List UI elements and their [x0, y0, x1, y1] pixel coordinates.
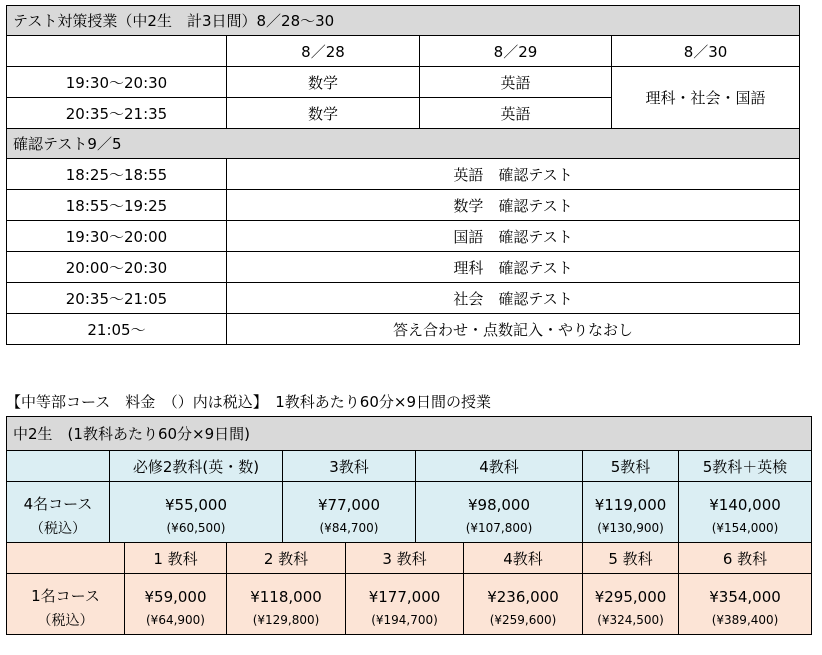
group-price: ¥55,000 [110, 482, 283, 515]
individual-plan-header: 4教科 [464, 543, 583, 574]
schedule-date-header: 8／28 [227, 36, 420, 67]
confirm-content-cell: 答え合わせ・点数記入・やりなおし [227, 314, 800, 345]
group-price: ¥77,000 [283, 482, 416, 515]
confirm-content-cell: 社会 確認テスト [227, 283, 800, 314]
group-plan-header: 5教科 [583, 451, 679, 482]
schedule-title: テスト対策授業（中2生 計3日間）8／28～30 [7, 6, 800, 36]
test-schedule-table [6, 5, 800, 345]
confirm-content-cell: 理科 確認テスト [227, 252, 800, 283]
fee-table [6, 416, 812, 635]
confirm-time-cell: 21:05～ [7, 314, 227, 345]
group-plan-header: 4教科 [416, 451, 583, 482]
individual-tax-price: (¥324,500) [583, 606, 679, 635]
individual-tax-label: （税込） [7, 606, 125, 635]
individual-price: ¥354,000 [679, 574, 812, 607]
group-tax-label: （税込） [7, 514, 110, 543]
schedule-subject-cell: 英語 [420, 67, 612, 98]
individual-price: ¥118,000 [227, 574, 346, 607]
schedule-date-header: 8／30 [612, 36, 800, 67]
individual-price: ¥295,000 [583, 574, 679, 607]
individual-price: ¥177,000 [346, 574, 464, 607]
confirm-time-cell: 20:00～20:30 [7, 252, 227, 283]
group-corner-cell [7, 451, 110, 482]
individual-corner-cell [7, 543, 125, 574]
group-course-label: 4名コース [7, 482, 110, 515]
individual-plan-header: 3 教科 [346, 543, 464, 574]
group-plan-header: 必修2教科(英・数) [110, 451, 283, 482]
schedule-merged-subjects: 理科・社会・国語 [612, 67, 800, 129]
confirm-content-cell: 数学 確認テスト [227, 190, 800, 221]
individual-tax-price: (¥64,900) [125, 606, 227, 635]
group-tax-price: (¥60,500) [110, 514, 283, 543]
schedule-subject-cell: 数学 [227, 67, 420, 98]
group-tax-price: (¥84,700) [283, 514, 416, 543]
confirm-time-cell: 18:25～18:55 [7, 159, 227, 190]
individual-tax-price: (¥194,700) [346, 606, 464, 635]
individual-tax-price: (¥129,800) [227, 606, 346, 635]
schedule-date-header: 8／29 [420, 36, 612, 67]
group-price: ¥119,000 [583, 482, 679, 515]
group-tax-price: (¥154,000) [679, 514, 812, 543]
group-plan-header: 5教科＋英検 [679, 451, 812, 482]
group-tax-price: (¥130,900) [583, 514, 679, 543]
confirm-time-cell: 20:35～21:05 [7, 283, 227, 314]
schedule-subject-cell: 英語 [420, 98, 612, 129]
group-plan-header: 3教科 [283, 451, 416, 482]
schedule-subject-cell: 数学 [227, 98, 420, 129]
group-tax-price: (¥107,800) [416, 514, 583, 543]
fee-caption: 【中等部コース 料金 （）内は税込】 1教科あたり60分×9日間の授業 [6, 393, 491, 411]
confirm-content-cell: 国語 確認テスト [227, 221, 800, 252]
confirm-time-cell: 18:55～19:25 [7, 190, 227, 221]
individual-course-label: 1名コース [7, 574, 125, 607]
individual-plan-header: 2 教科 [227, 543, 346, 574]
individual-plan-header: 1 教科 [125, 543, 227, 574]
individual-tax-price: (¥259,600) [464, 606, 583, 635]
schedule-corner-cell [7, 36, 227, 67]
fee-table-title: 中2生 (1教科あたり60分×9日間) [7, 417, 812, 451]
individual-price: ¥59,000 [125, 574, 227, 607]
confirm-test-title: 確認テスト9／5 [7, 129, 800, 159]
group-price: ¥98,000 [416, 482, 583, 515]
individual-tax-price: (¥389,400) [679, 606, 812, 635]
individual-plan-header: 5 教科 [583, 543, 679, 574]
confirm-content-cell: 英語 確認テスト [227, 159, 800, 190]
group-price: ¥140,000 [679, 482, 812, 515]
individual-price: ¥236,000 [464, 574, 583, 607]
schedule-time-cell: 19:30～20:30 [7, 67, 227, 98]
individual-plan-header: 6 教科 [679, 543, 812, 574]
confirm-time-cell: 19:30～20:00 [7, 221, 227, 252]
schedule-time-cell: 20:35～21:35 [7, 98, 227, 129]
